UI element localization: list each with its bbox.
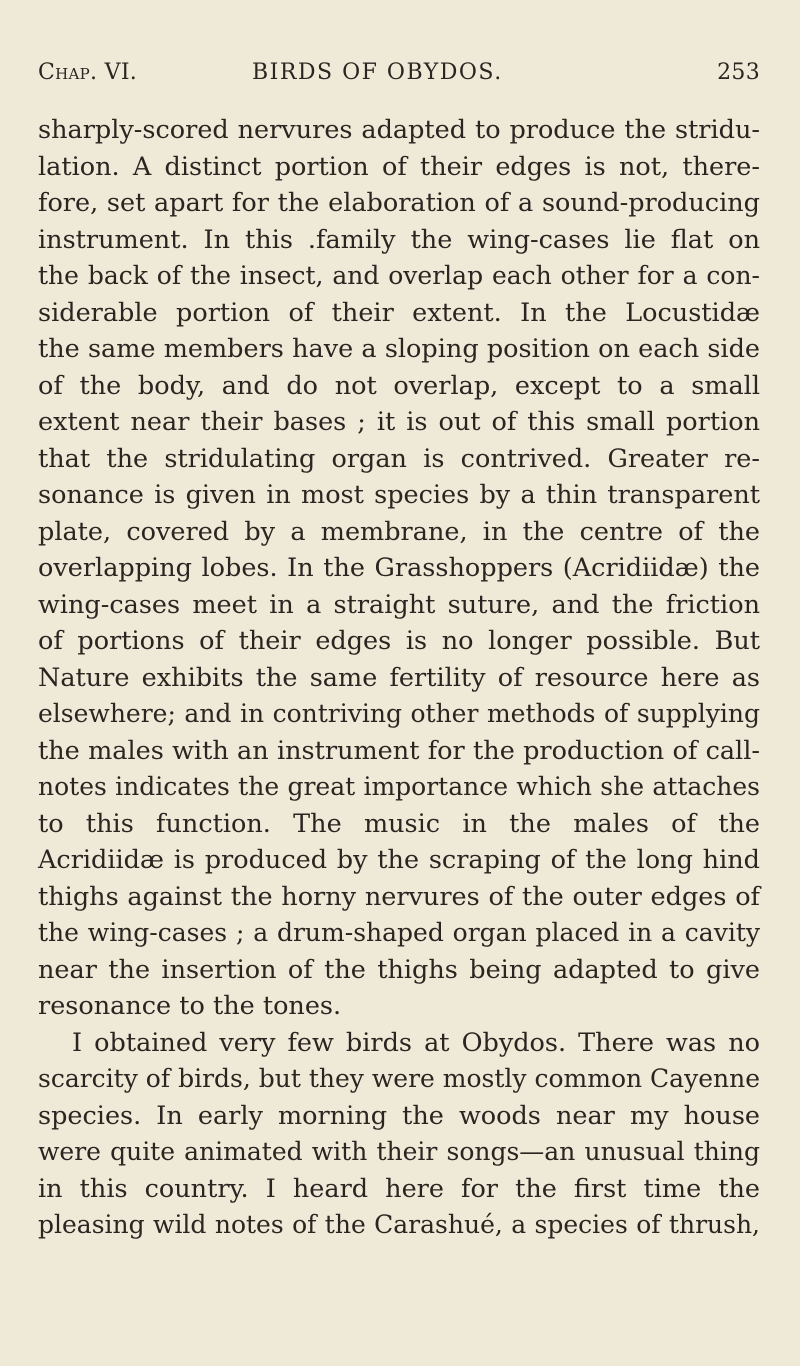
text-line: siderable portion of their extent. In the Locustidæ [38, 297, 760, 328]
text-line: extent near their bases ; it is out of this small portion [38, 407, 760, 437]
text-line: the same members have a sloping position on each side [38, 334, 760, 364]
text-line: species. In early morning the woods near my house [38, 1100, 760, 1131]
text-line: thighs against the horny nervures of the outer edges of [38, 881, 760, 912]
text-line: of the body, and do not overlap, except to a small [38, 370, 760, 401]
running-header [38, 60, 760, 92]
text-line: lation. A distinct portion of their edges is not, there- [38, 151, 760, 182]
running-title: BIRDS OF OBYDOS. [252, 60, 503, 85]
text-line: notes indicates the great importance which she attaches [38, 772, 760, 801]
text-line: to this function. The music in the males of the [38, 808, 760, 839]
chapter-label: Chap. VI. [38, 60, 138, 85]
text-line: the wing-cases ; a drum-shaped organ placed in a cavity [38, 918, 760, 947]
text-line: overlapping lobes. In the Grasshoppers (Acridiidæ) the [38, 553, 760, 583]
paragraph-start-line: I obtained very few birds at Obydos. There was no [72, 1027, 760, 1058]
text-line: the back of the insect, and overlap each other for a con- [38, 261, 760, 290]
text-line: scarcity of birds, but they were mostly common Cayenne [38, 1064, 760, 1093]
text-line: sharply-scored nervures adapted to produce the stridu- [38, 115, 760, 145]
body-text [38, 112, 760, 1244]
paragraph-end-line: resonance to the tones. [38, 991, 342, 1021]
text-line: Nature exhibits the same fertility of resource here as [38, 662, 760, 693]
text-line: plate, covered by a membrane, in the centre of the [38, 516, 760, 547]
text-line: wing-cases meet in a straight suture, and the friction [38, 589, 760, 620]
text-line: sonance is given in most species by a thin transparent [38, 480, 760, 510]
text-line: the males with an instrument for the production of call- [38, 735, 760, 766]
page-number: 253 [717, 60, 760, 85]
text-line: fore, set apart for the elaboration of a sound-producing [38, 188, 760, 218]
text-line: near the insertion of the thighs being adapted to give [38, 954, 760, 985]
text-line: in this country. I heard here for the first time the [38, 1173, 760, 1204]
text-line: were quite animated with their songs—an unusual thing [38, 1137, 760, 1166]
text-line: of portions of their edges is no longer possible. But [38, 626, 760, 656]
text-line: Acridiidæ is produced by the scraping of the long hind [38, 845, 760, 875]
text-line: instrument. In this .family the wing-cases lie flat on [38, 224, 760, 255]
text-line: elsewhere; and in contriving other methods of supplying [38, 699, 760, 728]
text-line: that the stridulating organ is contrived. Greater re- [38, 443, 760, 474]
text-line: pleasing wild notes of the Carashué, a species of thrush, [38, 1210, 760, 1239]
